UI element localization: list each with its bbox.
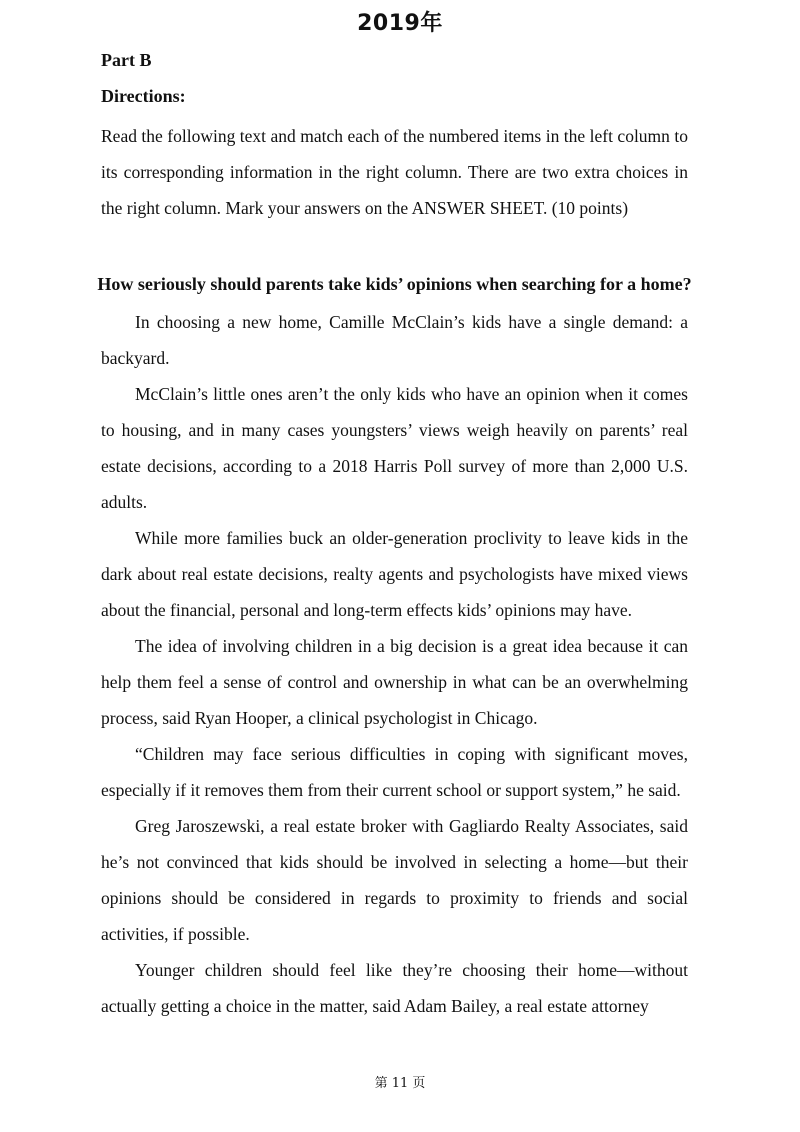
page-number-footer: 第 11 页 — [374, 1076, 426, 1091]
article-paragraph: Greg Jaroszewski, a real estate broker with Gagliardo Realty Associates, said he’s not convinced that kids should be involved in selecting a home—but their opinions should be considered in regards to proximity to friends and social activities, if possible. — [101, 816, 688, 944]
part-heading: Part B — [101, 50, 152, 70]
article-paragraph: In choosing a new home, Camille McClain’s kids have a single demand: a backyard. — [101, 312, 688, 368]
page-header-year: 2019年 — [357, 11, 443, 36]
directions-text: Read the following text and match each of the numbered items in the left column to its corresponding information in the right column. There are two extra choices in the right column. Mark your answers on the ANSWER SHEET. (10 points) — [101, 126, 688, 218]
article-title: How seriously should parents take kids’ opinions when searching for a home? — [97, 274, 692, 294]
article-paragraph: McClain’s little ones aren’t the only kids who have an opinion when it comes to housing, and in many cases youngsters’ views weigh heavily on parents’ real estate decisions, according to a 2018 Harris Poll survey of more than 2,000 U.S. adults. — [101, 384, 688, 512]
article-paragraph: “Children may face serious difficulties in coping with significant moves, especially if it removes them from their current school or support system,” he said. — [101, 744, 688, 800]
article-paragraph: The idea of involving children in a big decision is a great idea because it can help them feel a sense of control and ownership in what can be an overwhelming process, said Ryan Hooper, a clinical psychologist in Chicago. — [101, 636, 688, 728]
article-paragraph: Younger children should feel like they’re choosing their home—without actually getting a choice in the matter, said Adam Bailey, a real estate attorney — [101, 960, 688, 1016]
page-content — [97, 48, 692, 1024]
directions-heading: Directions: — [101, 86, 186, 106]
article-paragraph: While more families buck an older-generation proclivity to leave kids in the dark about real estate decisions, realty agents and psychologists have mixed views about the financial, personal and long-term effects kids’ opinions may have. — [101, 528, 688, 620]
